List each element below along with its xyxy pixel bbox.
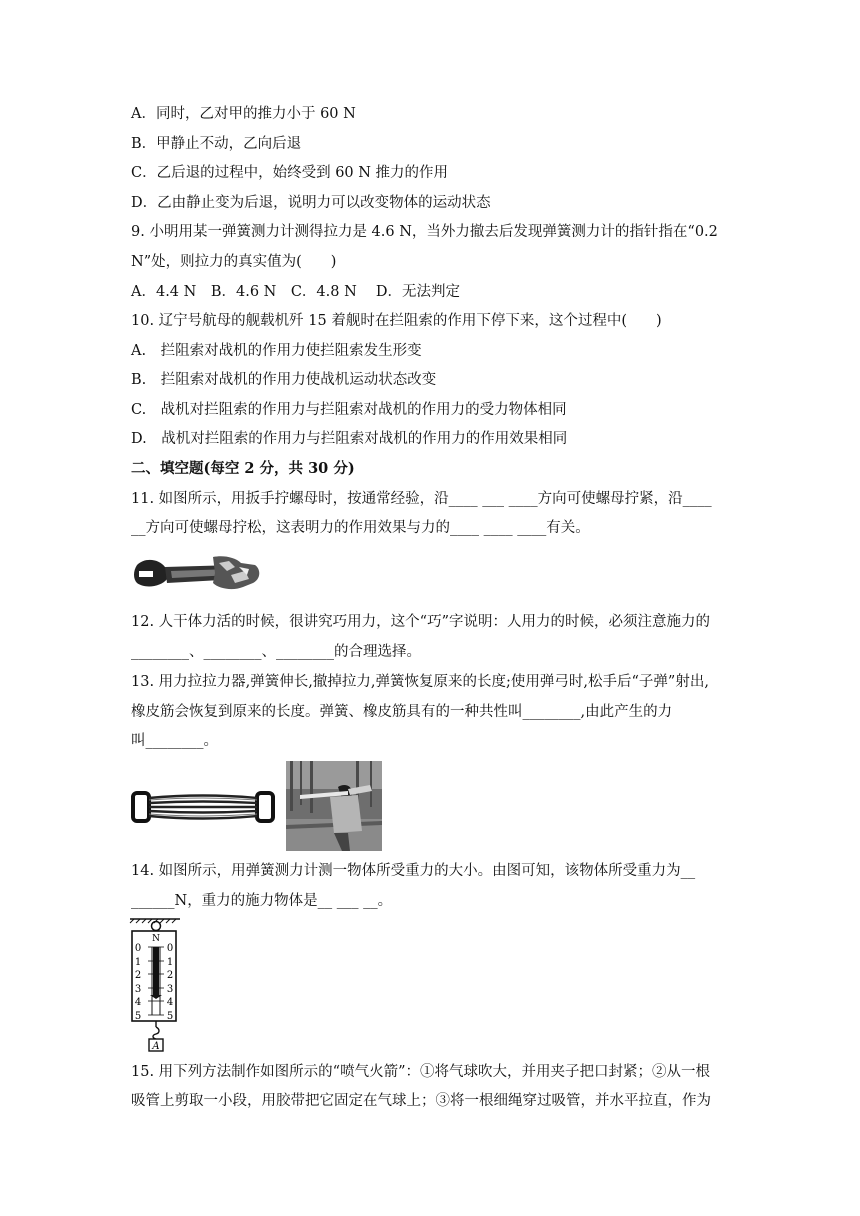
q13-line2: 橡皮筋会恢复到原来的长度。弹簧、橡皮筋具有的一种共性叫________,由此产生的力 <box>131 704 673 720</box>
scale-left-tick-2: 2 <box>134 970 142 981</box>
q8-option-c: C．乙后退的过程中，始终受到 60 N 推力的作用 <box>131 165 449 181</box>
q13-line1: 13. 用力拉拉力器,弹簧伸长,撤掉拉力,弹簧恢复原来的长度;使用弹弓时,松手后“子弹”射出, <box>131 674 709 690</box>
q10-option-a: A. 拦阻索对战机的作用力使拦阻索发生形变 <box>131 343 422 359</box>
q13-line3: 叫________。 <box>131 733 218 749</box>
scale-unit-label: N <box>152 934 160 944</box>
q14-line2: ______N，重力的施力物体是__ ___ __。 <box>131 893 393 909</box>
scale-right-tick-3: 3 <box>166 984 174 995</box>
q12-line1: 12. 人干体力活的时候，很讲究巧用力，这个“巧”字说明：人用力的时候，必须注意施力的 <box>131 614 710 630</box>
chest-expander-figure <box>131 789 275 825</box>
q9-options: A．4.4 N B．4.6 N C．4.8 N D．无法判定 <box>131 284 461 300</box>
scale-right-tick-2: 2 <box>166 970 174 981</box>
q10-option-c: C. 战机对拦阻索的作用力与拦阻索对战机的作用力的受力物体相同 <box>131 402 567 418</box>
q14-line1: 14. 如图所示，用弹簧测力计测一物体所受重力的大小。由图可知，该物体所受重力为__ <box>131 863 696 879</box>
section-heading: 二、填空题(每空 2 分，共 30 分) <box>131 460 355 477</box>
scale-left-tick-0: 0 <box>134 943 142 954</box>
slingshot-photo <box>286 761 382 851</box>
q8-option-b: B．甲静止不动，乙向后退 <box>131 136 302 152</box>
q9-stem-line1: 9. 小明用某一弹簧测力计测得拉力是 4.6 N，当外力撤去后发现弹簧测力计的指针指在“0.2 <box>131 224 718 240</box>
q11-line2: __方向可使螺母拧松，这表明力的作用效果与力的____ ____ ____有关。 <box>131 520 590 536</box>
q11-line1: 11. 如图所示，用扳手拧螺母时，按通常经验，沿____ ___ ____方向可使螺母拧紧，沿____ <box>131 491 712 507</box>
q10-option-d: D. 战机对拦阻索的作用力与拦阻索对战机的作用力的作用效果相同 <box>131 431 568 447</box>
scale-left-tick-5: 5 <box>134 1011 142 1022</box>
q8-option-a: A．同时，乙对甲的推力小于 60 N <box>131 106 356 122</box>
q9-stem-line2: N”处，则拉力的真实值为( ) <box>131 254 337 270</box>
q10-option-b: B. 拦阻索对战机的作用力使战机运动状态改变 <box>131 372 437 388</box>
q12-line2: ________、________、________的合理选择。 <box>131 644 421 660</box>
scale-object-label: A <box>152 1041 160 1052</box>
scale-left-tick-1: 1 <box>134 957 142 968</box>
scale-right-tick-5: 5 <box>166 1011 174 1022</box>
spring-scale-figure <box>128 917 182 1053</box>
q15-line1: 15. 用下列方法制作如图所示的“喷气火箭”：①将气球吹大，并用夹子把口封紧；②从一根 <box>131 1064 710 1080</box>
scale-left-tick-3: 3 <box>134 984 142 995</box>
scale-right-tick-0: 0 <box>166 943 174 954</box>
q8-option-d: D．乙由静止变为后退，说明力可以改变物体的运动状态 <box>131 195 491 211</box>
wrench-figure <box>131 553 263 595</box>
scale-right-tick-4: 4 <box>166 997 174 1008</box>
scale-left-tick-4: 4 <box>134 997 142 1008</box>
q10-stem: 10. 辽宁号航母的舰载机歼 15 着舰时在拦阻索的作用下停下来，这个过程中( ) <box>131 313 662 329</box>
scale-right-tick-1: 1 <box>166 957 174 968</box>
q15-line2: 吸管上剪取一小段，用胶带把它固定在气球上；③将一根细绳穿过吸管，并水平拉直，作为 <box>131 1093 711 1109</box>
